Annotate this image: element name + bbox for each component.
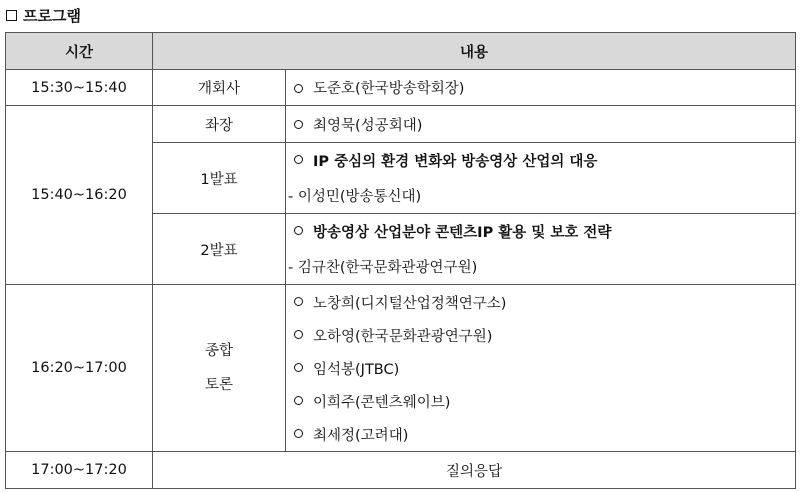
circle-bullet-icon: [294, 330, 303, 339]
label-cell: [153, 285, 286, 452]
panelist-item: [294, 352, 795, 385]
checkbox-square-icon: [6, 10, 17, 21]
panelist-item: [294, 385, 795, 418]
discussion-label-line1: 종합: [204, 343, 233, 359]
talk1-speaker: - 이성민(방송통신대): [288, 189, 422, 205]
talk2-speaker: - 김규찬(한국문화관광연구원): [288, 260, 478, 276]
label-cell: 개회사: [153, 70, 286, 106]
chair-name: 최영묵(성공회대): [313, 117, 423, 134]
table-header-row: [6, 33, 796, 70]
table-row-opening: [6, 70, 796, 106]
discussion-label-line2: 토론: [204, 377, 233, 393]
panelist-name: 노창희(디지털산업정책연구소): [313, 295, 507, 312]
panelist-name: 오하영(한국문화관광연구원): [313, 328, 493, 345]
time-cell: 15:40~16:20: [6, 106, 153, 285]
circle-bullet-icon: [294, 396, 303, 405]
header-content: 내용: [153, 33, 796, 70]
content-cell: [286, 214, 796, 285]
circle-bullet-icon: [294, 155, 303, 164]
section-title-text: 프로그램: [23, 6, 81, 25]
circle-bullet-icon: [294, 429, 303, 438]
content-cell: [286, 70, 796, 106]
panelist-name: 최세정(고려대): [313, 427, 409, 444]
opening-speaker: 도준호(한국방송학회장): [313, 81, 465, 97]
talk1-title: IP 중심의 환경 변화와 방송영상 산업의 대응: [313, 154, 598, 170]
table-row-chair: [6, 106, 796, 143]
talk-title-line: [294, 143, 795, 178]
panelist-item: [294, 418, 795, 451]
panelist-name: 임석봉(JTBC): [313, 361, 400, 378]
talk2-title: 방송영상 산업분야 콘텐츠IP 활용 및 보호 전략: [313, 225, 612, 241]
section-title: [6, 4, 81, 26]
qa-cell: 질의응답: [153, 452, 796, 489]
time-cell: 15:30~15:40: [6, 70, 153, 106]
content-cell: [286, 143, 796, 214]
program-table: [5, 32, 796, 489]
time-cell: 16:20~17:00: [6, 285, 153, 452]
label-cell: 1발표: [153, 143, 286, 214]
circle-bullet-icon: [294, 226, 303, 235]
label-cell: 좌장: [153, 106, 286, 143]
label-cell: 2발표: [153, 214, 286, 285]
circle-bullet-icon: [294, 297, 303, 306]
time-cell: 17:00~17:20: [6, 452, 153, 489]
circle-bullet-icon: [294, 84, 303, 93]
circle-bullet-icon: [294, 363, 303, 372]
talk-title-line: [294, 214, 795, 249]
circle-bullet-icon: [294, 120, 303, 129]
content-cell: [286, 106, 796, 143]
panelist-item: [294, 286, 795, 319]
panelist-item: [294, 319, 795, 352]
content-cell: [286, 285, 796, 452]
panelist-name: 이희주(콘텐츠웨이브): [313, 394, 451, 411]
header-time: 시간: [6, 33, 153, 70]
table-row-discussion: [6, 285, 796, 452]
table-row-qa: [6, 452, 796, 489]
